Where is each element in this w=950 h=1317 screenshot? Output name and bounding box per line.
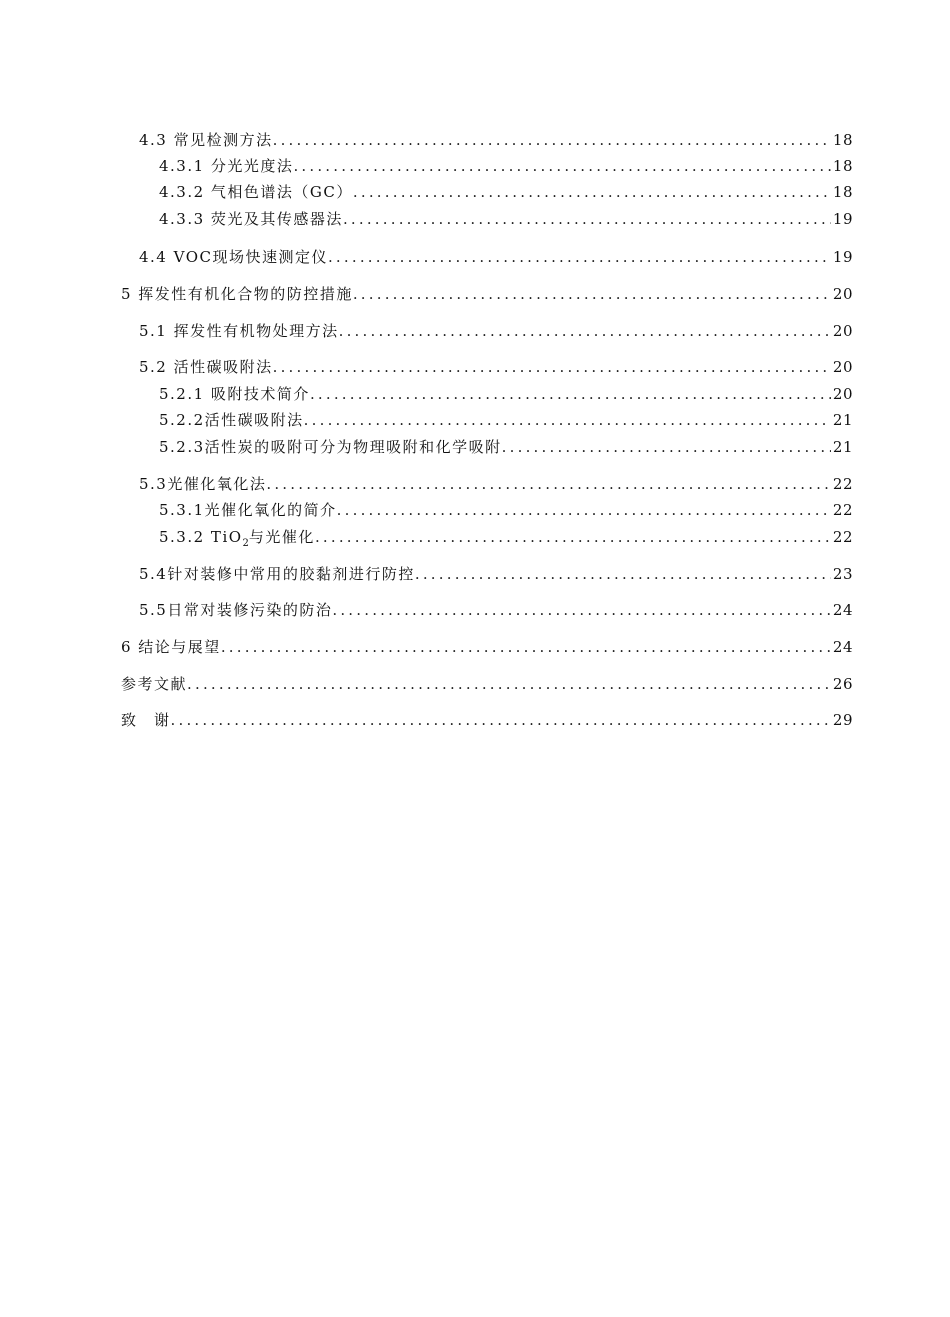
toc-page-number: 22 — [832, 475, 853, 493]
toc-page-number: 18 — [832, 157, 853, 175]
dot-leader — [343, 208, 831, 230]
toc-entry-title: 4.3.1 分光光度法 — [159, 157, 294, 175]
toc-entry-title: 5.2.2活性碳吸附法 — [159, 411, 304, 429]
toc-page-number: 29 — [832, 711, 853, 729]
toc-page-number: 20 — [832, 385, 853, 403]
toc-page-number: 18 — [832, 131, 853, 149]
dot-leader — [221, 636, 831, 658]
dot-leader — [415, 563, 831, 585]
toc-entry-6[interactable] — [121, 636, 853, 658]
toc-entry-5-4[interactable] — [139, 563, 853, 585]
toc-entry-title: 参考文献 — [121, 675, 188, 693]
toc-page-number: 24 — [832, 601, 853, 619]
toc-entry-title: 5.1 挥发性有机物处理方法 — [139, 322, 339, 340]
dot-leader — [304, 409, 831, 431]
toc-entry-4-3[interactable] — [139, 129, 853, 151]
toc-page-number: 19 — [832, 210, 853, 228]
toc-entry-5-3[interactable] — [139, 473, 853, 495]
toc-page-number: 18 — [832, 183, 853, 201]
toc-entry-title: 致 谢 — [121, 711, 171, 729]
toc-entry-title: 5.3光催化氧化法 — [139, 475, 267, 493]
toc-entry-4-3-2[interactable] — [159, 181, 853, 203]
toc-entry-title: 4.3 常见检测方法 — [139, 131, 273, 149]
toc-title-subscript: 2 — [242, 538, 249, 549]
dot-leader — [339, 320, 831, 342]
toc-entry-title: 5.5日常对装修污染的防治 — [139, 601, 333, 619]
toc-page-number: 23 — [832, 565, 853, 583]
dot-leader — [353, 181, 831, 203]
toc-entry-5-2-1[interactable] — [159, 383, 853, 405]
dot-leader — [171, 709, 831, 731]
dot-leader — [273, 129, 831, 151]
toc-entry-5-3-1[interactable] — [159, 499, 853, 521]
toc-entry-5-3-2[interactable] — [159, 526, 853, 548]
toc-entry-references[interactable] — [121, 673, 853, 695]
toc-entry-title: 5.2 活性碳吸附法 — [139, 358, 273, 376]
toc-entry-title — [159, 526, 315, 555]
toc-entry-title: 5.2.3活性炭的吸附可分为物理吸附和化学吸附 — [159, 438, 502, 456]
toc-page-number: 20 — [832, 285, 853, 303]
toc-page-number: 26 — [832, 675, 853, 693]
toc-entry-title: 4.3.2 气相色谱法（GC） — [159, 183, 353, 201]
toc-page-number: 20 — [832, 322, 853, 340]
toc-page-number: 20 — [832, 358, 853, 376]
toc-entry-title: 5.4针对装修中常用的胶黏剂进行防控 — [139, 565, 415, 583]
toc-entry-5[interactable] — [121, 283, 853, 305]
toc-title-prefix: 5.3.2 TiO — [159, 528, 243, 546]
dot-leader — [353, 283, 831, 305]
toc-entry-4-4[interactable] — [139, 246, 853, 268]
toc-entry-title: 4.4 VOC现场快速测定仪 — [139, 248, 328, 266]
toc-entry-5-2[interactable] — [139, 356, 853, 378]
dot-leader — [328, 246, 831, 268]
toc-entry-5-1[interactable] — [139, 320, 853, 342]
toc-page-number: 22 — [832, 501, 853, 519]
toc-entry-title: 5.3.1光催化氧化的简介 — [159, 501, 337, 519]
toc-title-suffix: 与光催化 — [248, 528, 315, 546]
toc-entry-4-3-3[interactable] — [159, 208, 853, 230]
toc-page-number: 21 — [832, 438, 853, 456]
dot-leader — [187, 673, 831, 695]
toc-entry-5-5[interactable] — [139, 599, 853, 621]
toc-entry-title: 5.2.1 吸附技术简介 — [159, 385, 310, 403]
toc-entry-title: 6 结论与展望 — [121, 638, 221, 656]
toc-page-number: 19 — [832, 248, 853, 266]
dot-leader — [315, 526, 831, 548]
dot-leader — [332, 599, 831, 621]
toc-entry-5-2-2[interactable] — [159, 409, 853, 431]
toc-page-number: 22 — [832, 528, 853, 546]
toc-entry-5-2-3[interactable] — [159, 436, 853, 458]
toc-page-number: 21 — [832, 411, 853, 429]
toc-entry-acknowledgements[interactable] — [121, 709, 853, 731]
dot-leader — [266, 473, 831, 495]
toc-entry-title: 4.3.3 荧光及其传感器法 — [159, 210, 343, 228]
dot-leader — [310, 383, 831, 405]
dot-leader — [337, 499, 831, 521]
dot-leader — [502, 436, 831, 458]
toc-page-number: 24 — [832, 638, 853, 656]
dot-leader — [273, 356, 831, 378]
toc-entry-title: 5 挥发性有机化合物的防控措施 — [121, 285, 353, 303]
toc-entry-4-3-1[interactable] — [159, 155, 853, 177]
dot-leader — [293, 155, 830, 177]
